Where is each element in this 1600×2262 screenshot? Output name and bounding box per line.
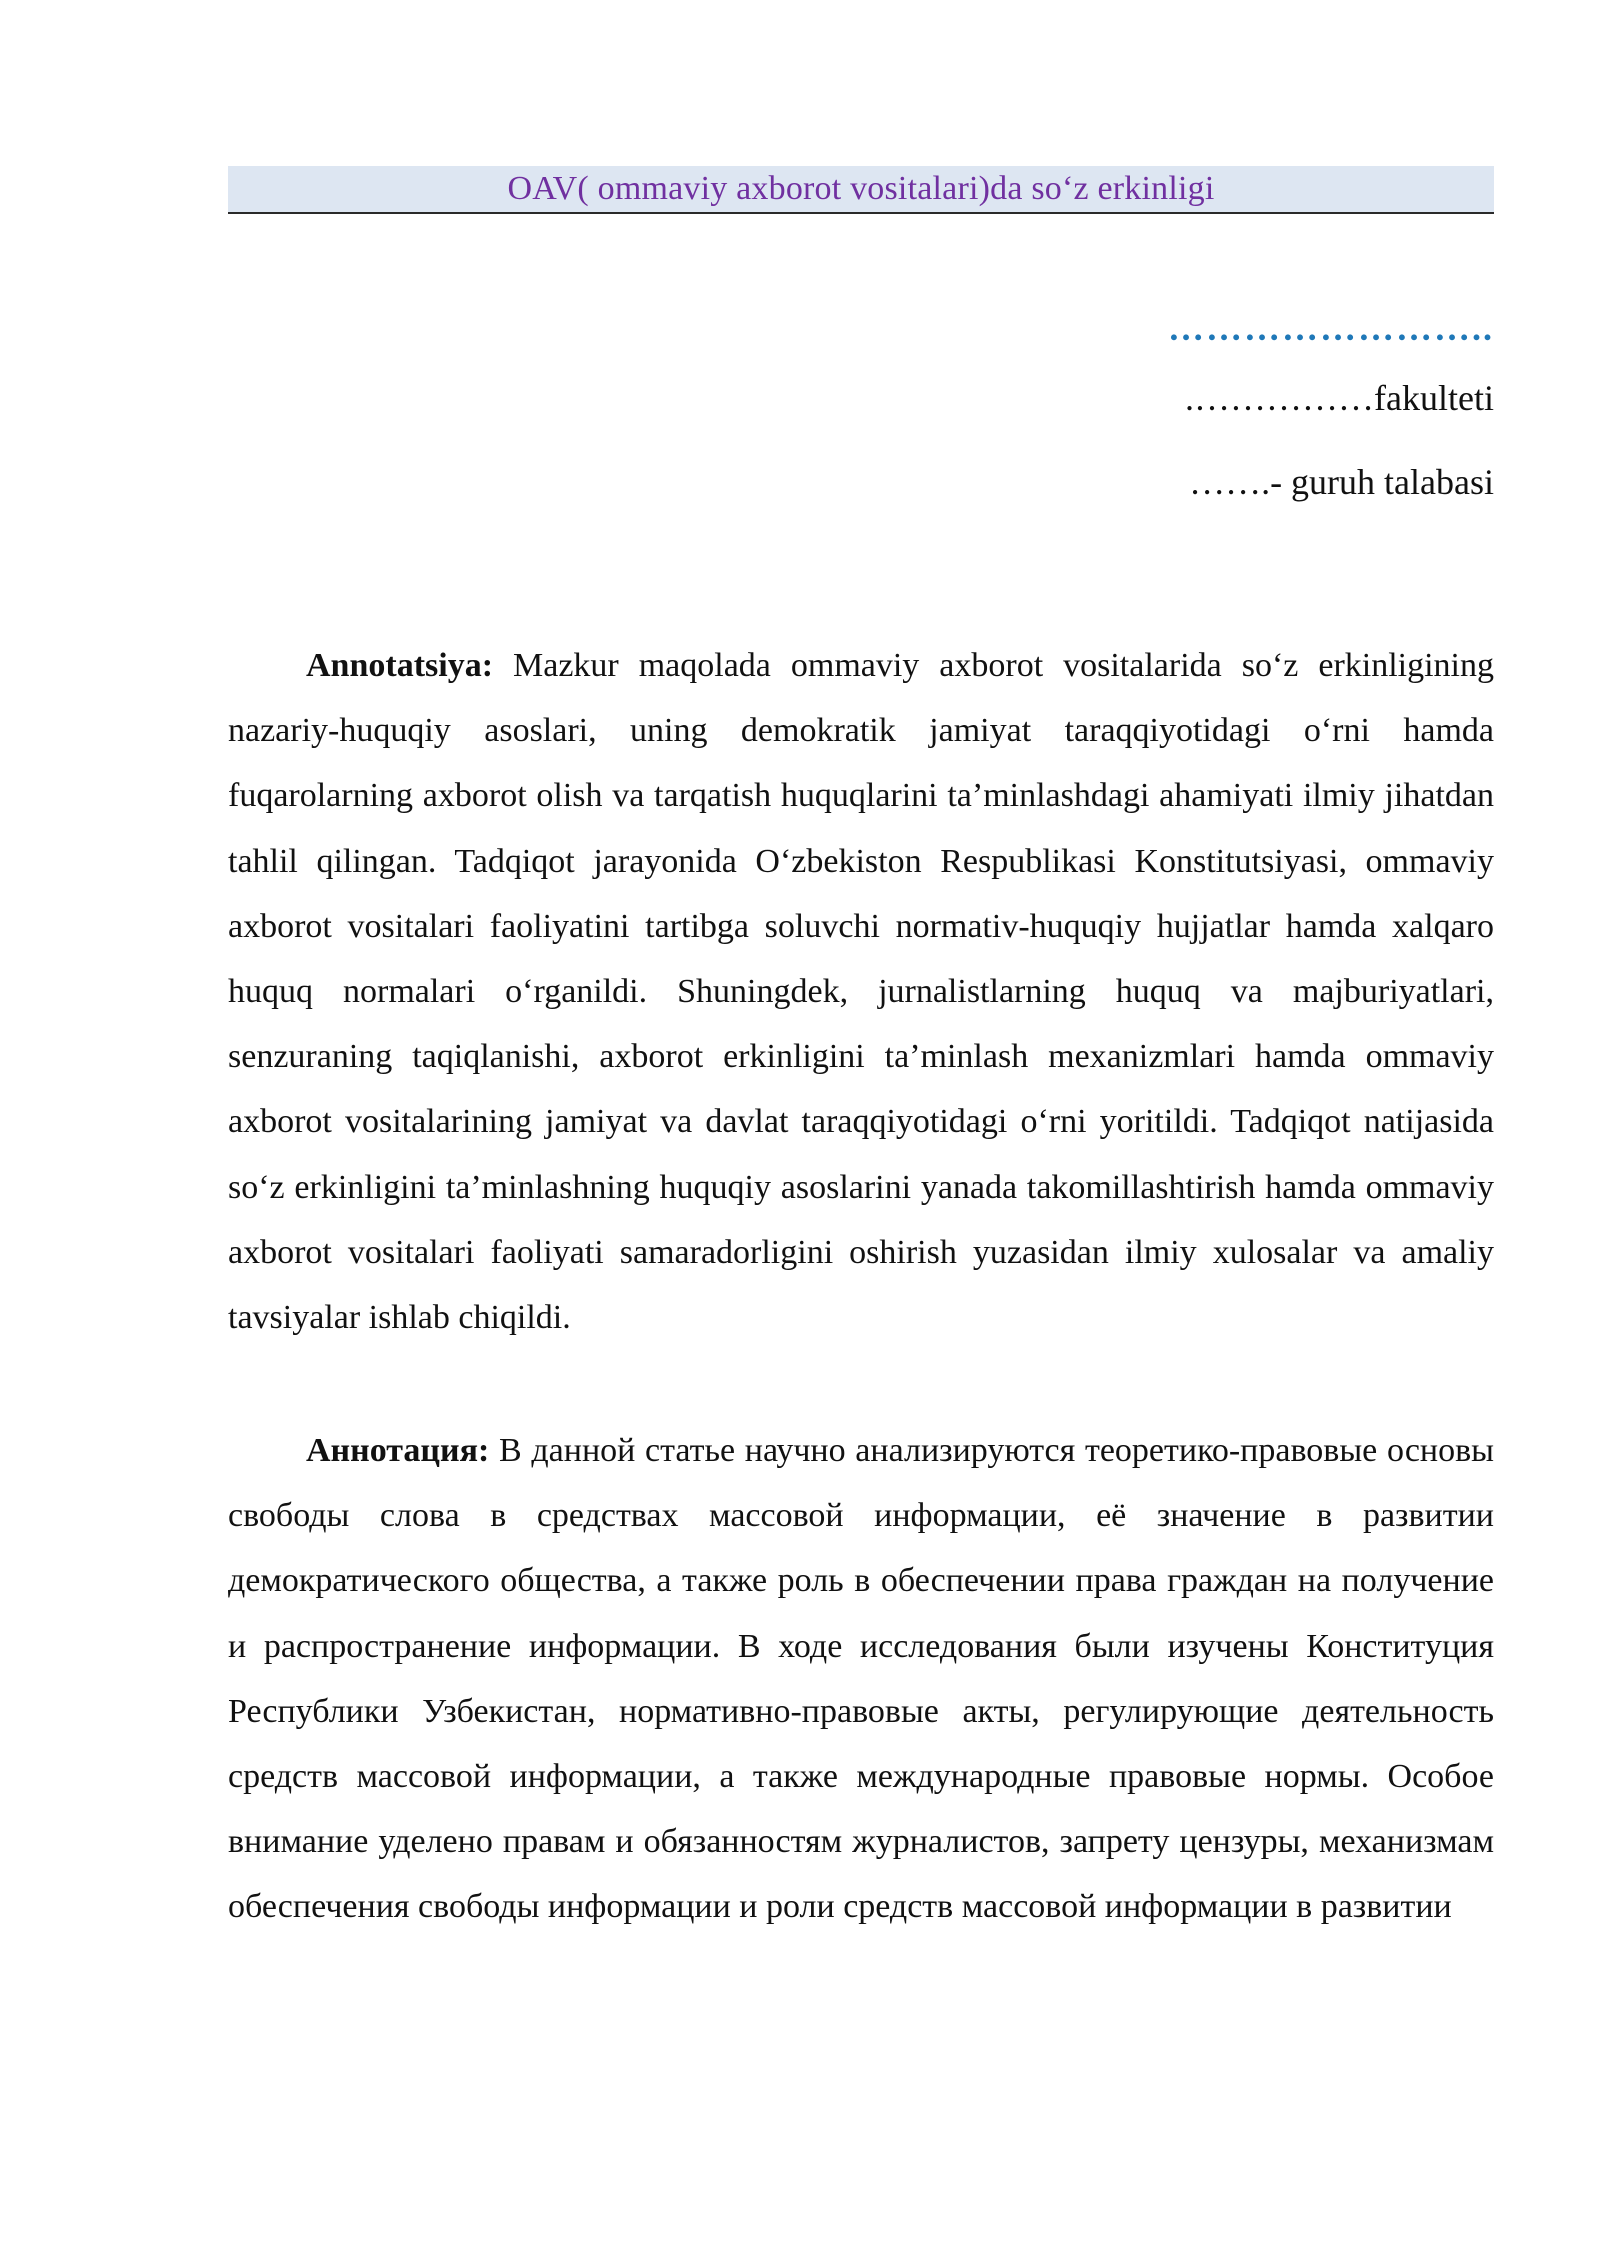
- abstract-russian: [228, 1418, 1494, 1940]
- document-title: OAV( ommaviy axborot vositalari)da so‘z erkinligi: [507, 170, 1215, 207]
- author-name-placeholder: ……………………..: [1168, 308, 1494, 348]
- author-faculty: .……………fakulteti: [1185, 378, 1494, 418]
- title-banner: [228, 166, 1494, 214]
- abstract-uzbek-text: Mazkur maqolada ommaviy axborot vositalarida so‘z erkinligining nazariy-huquqiy asoslari, uning demokratik jamiyat taraqqiyotidagi o‘rni hamda fuqarolarning axborot olish va tarqatish huquqlarini ta’minlashdagi ahamiyati ilmiy jihatdan tahlil qilingan. Tadqiqot jarayonida O‘zbekiston Respublikasi Konstitutsiyasi, ommaviy axborot vositalari faoliyatini tartibga soluvchi normativ-huquqiy hujjatlar hamda xalqaro huquq normalari o‘rganildi. Shuningdek, jurnalistlarning huquq va majburiyatlari, senzuraning taqiqlanishi, axborot erkinligini ta’minlash mexanizmlari hamda ommaviy axborot vositalarining jamiyat va davlat taraqqiyotidagi o‘rni yoritildi. Tadqiqot natijasida so‘z erkinligini ta’minlashning huquqiy asoslarini yanada takomillashtirish hamda ommaviy axborot vositalari faoliyati samaradorligini oshirish yuzasidan ilmiy xulosalar va amaliy tavsiyalar ishlab chiqildi.: [228, 647, 1494, 1337]
- author-block: [894, 300, 1494, 524]
- abstract-uzbek: [228, 633, 1494, 1350]
- author-group: …….- guruh talabasi: [1189, 462, 1494, 502]
- abstract-uzbek-label: Annotatsiya:: [306, 647, 494, 684]
- abstract-russian-text: В данной статье научно анализируются теоретико-правовые основы свободы слова в средствах массовой информации, её значение в развитии демократического общества, а также роль в обеспечении права граждан на получение и распространение информации. В ходе исследования были изучены Конституция Республики Узбекистан, нормативно-правовые акты, регулирующие деятельность средств массовой информации, а также международные правовые нормы. Особое внимание уделено правам и обязанностям журналистов, запрету цензуры, механизмам обеспечения свободы информации и роли средств массовой информации в развитии: [228, 1432, 1494, 1926]
- abstract-russian-label: Аннотация:: [306, 1432, 490, 1469]
